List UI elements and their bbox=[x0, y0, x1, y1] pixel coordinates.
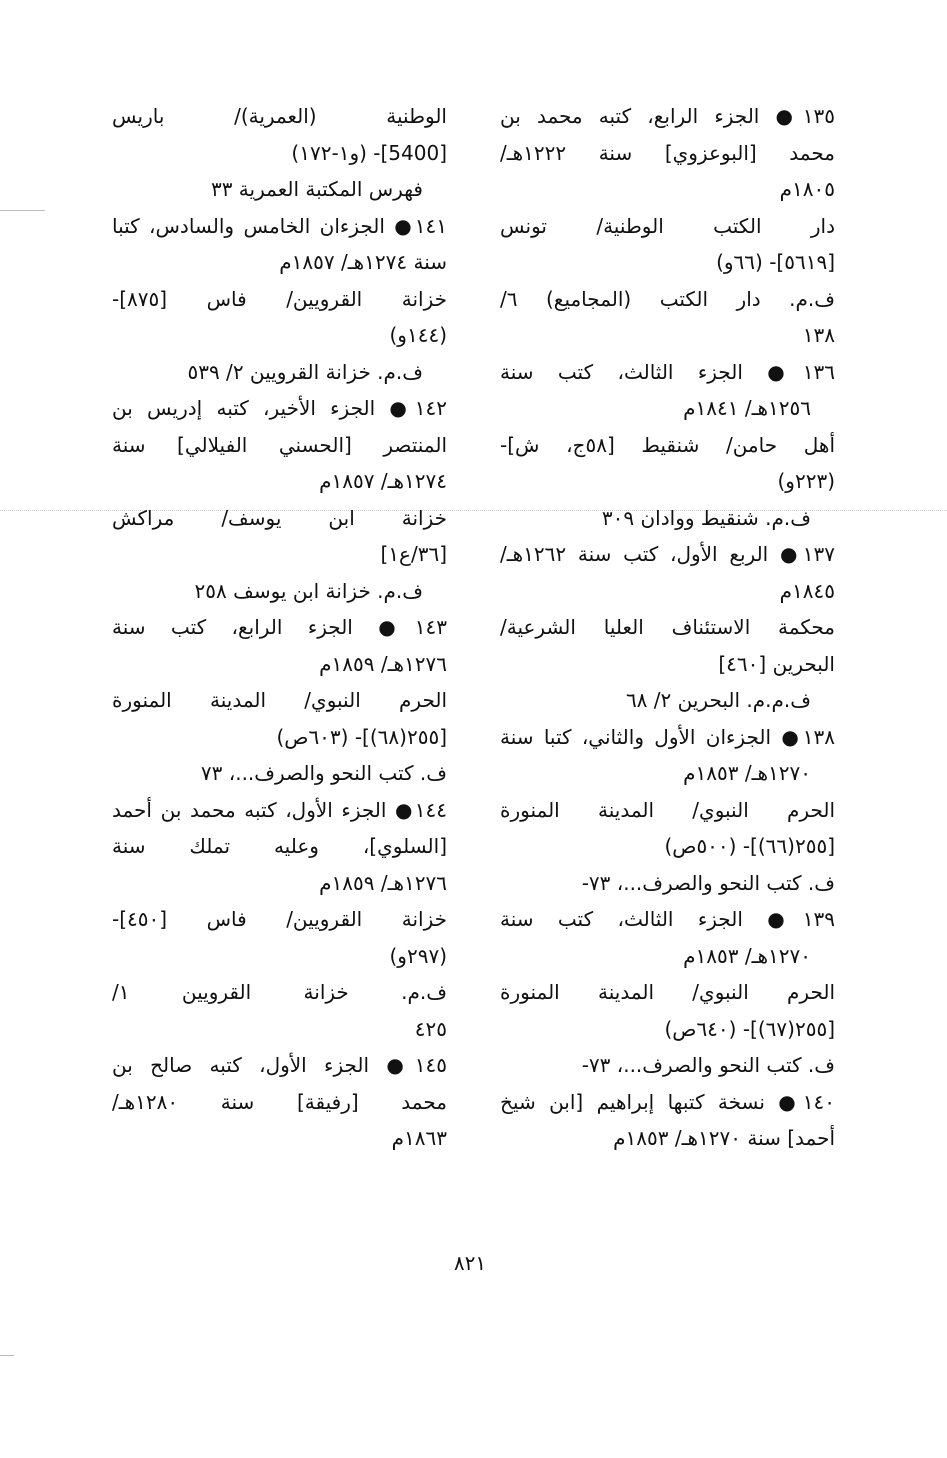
catalog-line: البحرين [٤٦٠] bbox=[718, 651, 835, 676]
catalog-line: خزانة ابن يوسف/ مراكش bbox=[112, 505, 447, 530]
catalog-line: ١٢٧٠هـ/ ١٨٥٣م bbox=[683, 943, 811, 968]
catalog-line: ف.م. دار الكتب (المجاميع) ٦/ bbox=[500, 286, 835, 311]
page-number: ٨٢١ bbox=[453, 1251, 487, 1275]
catalog-line: ١٤٥● الجزء الأول، كتبه صالح بن bbox=[112, 1053, 447, 1077]
catalog-line: ١٢٧٠هـ/ ١٨٥٣م bbox=[683, 761, 811, 785]
catalog-line: الحرم النبوي/ المدينة المنورة bbox=[500, 797, 835, 822]
catalog-line: ف.م. خزانة القرويين ١/ bbox=[112, 980, 447, 1004]
catalog-line: الحرم النبوي/ المدينة المنورة bbox=[112, 688, 447, 712]
catalog-line: ٤٢٥ bbox=[414, 1016, 447, 1041]
catalog-line: ١٣٦● الجزء الثالث، كتب سنة bbox=[500, 359, 835, 384]
catalog-line: خزانة القرويين/ فاس [٨٧٥]- bbox=[112, 286, 447, 311]
catalog-line: ف. كتب النحو والصرف...، ٧٣ bbox=[200, 761, 447, 785]
catalog-line: ١٤٣● الجزء الرابع، كتب سنة bbox=[112, 615, 447, 639]
catalog-line: ١٨٤٥م bbox=[779, 578, 835, 603]
catalog-line: ف.م. خزانة ابن يوسف ٢٥٨ bbox=[194, 578, 423, 603]
catalog-line: ١٨٦٣م bbox=[391, 1126, 447, 1150]
catalog-line: ١٢٧٦هـ/ ١٨٥٩م bbox=[319, 870, 447, 895]
catalog-line: [٢٥٥(٦٧)]- (٦٤٠ص) bbox=[664, 1016, 835, 1041]
catalog-line: ١٤١● الجزءان الخامس والسادس، كتبا bbox=[112, 213, 447, 238]
catalog-line: [٢٥٥(٦٨)]- (٦٠٣ص) bbox=[276, 724, 447, 749]
catalog-column-right bbox=[500, 98, 835, 1157]
catalog-line: [٣٦/ع١] bbox=[380, 542, 447, 566]
catalog-line: ١٢٥٦هـ/ ١٨٤١م bbox=[683, 396, 811, 420]
catalog-line: ١٤٢● الجزء الأخير، كتبه إدريس بن bbox=[112, 396, 447, 420]
catalog-line: ١٢٧٦هـ/ ١٨٥٩م bbox=[319, 651, 447, 676]
catalog-line: المنتصر [الحسني الفيلالي] سنة bbox=[112, 432, 447, 457]
catalog-line: الحرم النبوي/ المدينة المنورة bbox=[500, 980, 835, 1004]
catalog-line: (٢٢٣و) bbox=[777, 469, 835, 493]
catalog-line: محمد [رفيقة] سنة ١٢٨٠هـ/ bbox=[112, 1089, 447, 1114]
catalog-line: ١٣٧● الربع الأول، كتب سنة ١٢٦٢هـ/ bbox=[500, 542, 835, 566]
catalog-line: ف.م. خزانة القرويين ٢/ ٥٣٩ bbox=[187, 359, 423, 384]
catalog-line: ف.م.م. البحرين ٢/ ٦٨ bbox=[625, 688, 811, 712]
catalog-line: ١٤٤● الجزء الأول، كتبه محمد بن أحمد bbox=[112, 797, 447, 822]
catalog-line: (٢٩٧و) bbox=[389, 943, 447, 968]
catalog-line: ١٣٨ bbox=[802, 323, 835, 347]
catalog-line: ١٢٧٤هـ/ ١٨٥٧م bbox=[319, 469, 447, 493]
catalog-line: ١٣٥● الجزء الرابع، كتبه محمد بن bbox=[500, 104, 835, 128]
catalog-line: [٢٥٥(٦٦)]- (٥٠٠ص) bbox=[664, 834, 835, 858]
catalog-line: دار الكتب الوطنية/ تونس bbox=[500, 213, 835, 238]
scan-artifact-line bbox=[0, 1355, 14, 1356]
catalog-line: ف.م. شنقيط ووادان ٣٠٩ bbox=[601, 505, 811, 530]
catalog-line: ١٤٠● نسخة كتبها إبراهيم [ابن شيخ bbox=[500, 1089, 835, 1114]
catalog-line: [٥٦١٩]- (٦٦و) bbox=[716, 250, 835, 274]
catalog-line: ١٨٠٥م bbox=[779, 177, 835, 201]
catalog-line: (١٤٤و) bbox=[389, 323, 447, 347]
catalog-line: محمد [البوعزوي] سنة ١٢٢٢هـ/ bbox=[500, 140, 835, 165]
catalog-line: ف. كتب النحو والصرف...، ٧٣- bbox=[581, 1053, 835, 1077]
catalog-line: أهل حامن/ شنقيط [٥٨ج، ش]- bbox=[500, 432, 835, 457]
catalog-line: ١٣٩● الجزء الثالث، كتب سنة bbox=[500, 907, 835, 931]
catalog-line: [5400]- (و١-١٧٢) bbox=[291, 140, 447, 165]
catalog-line: الوطنية (العمرية)/ باريس bbox=[112, 104, 447, 128]
catalog-line: خزانة القرويين/ فاس [٤٥٠]- bbox=[112, 907, 447, 931]
catalog-line: أحمد] سنة ١٢٧٠هـ/ ١٨٥٣م bbox=[613, 1126, 835, 1150]
catalog-line: محكمة الاستئناف العليا الشرعية/ bbox=[500, 615, 835, 639]
catalog-line: [السلوي]، وعليه تملك سنة bbox=[112, 834, 447, 858]
catalog-line: ١٣٨● الجزءان الأول والثاني، كتبا سنة bbox=[500, 724, 835, 749]
catalog-line: سنة ١٢٧٤هـ/ ١٨٥٧م bbox=[279, 250, 447, 274]
catalog-line: فهرس المكتبة العمرية ٣٣ bbox=[210, 177, 423, 201]
scan-artifact-line bbox=[0, 210, 45, 211]
catalog-line: ف. كتب النحو والصرف...، ٧٣- bbox=[581, 870, 835, 895]
catalog-column-left bbox=[112, 98, 447, 1157]
